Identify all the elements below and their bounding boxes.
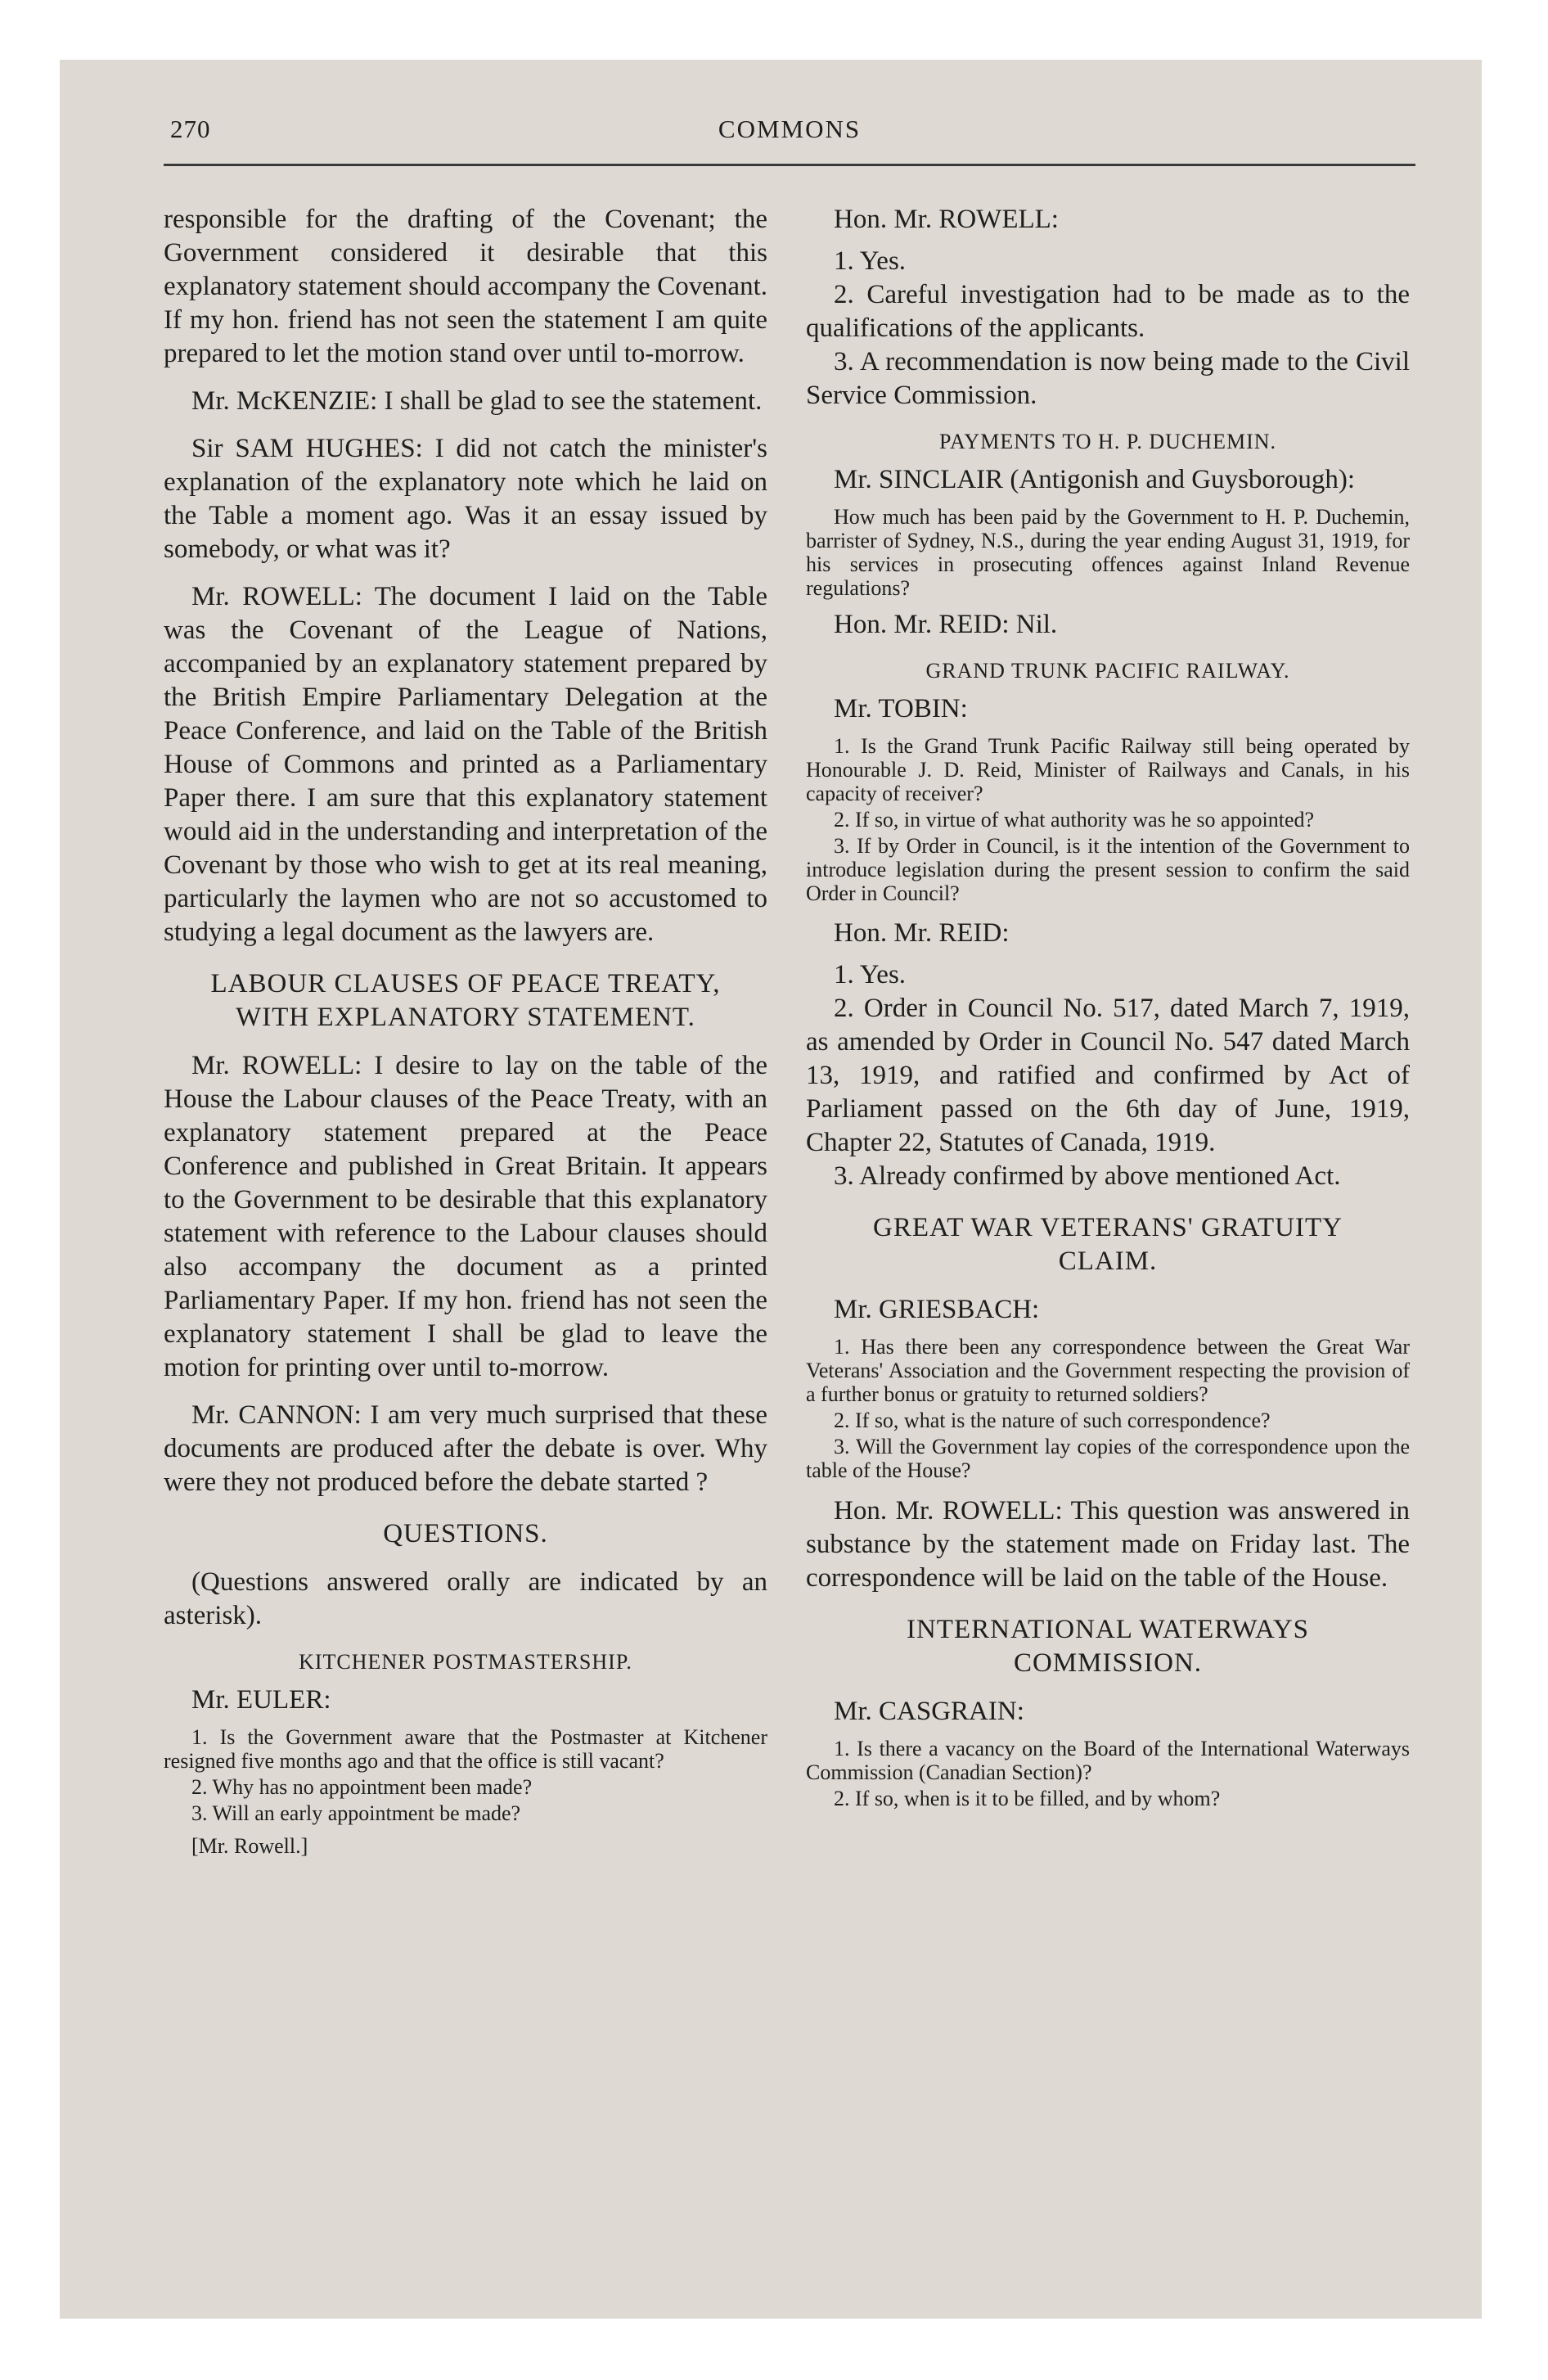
- question-item: 2. If so, in virtue of what authority was he so appointed?: [834, 808, 1315, 832]
- answer-item: 2. Careful investigation had to be made as to the qualifications of the applicants.: [806, 280, 1410, 343]
- section-heading: INTERNATIONAL WATERWAYS COMMISSION.: [906, 1615, 1310, 1678]
- section-heading: GREAT WAR VETERANS' GRATUITY CLAIM.: [873, 1213, 1343, 1276]
- header-rule: [164, 164, 1415, 166]
- question-item: 2. If so, what is the nature of such correspondence?: [834, 1409, 1271, 1432]
- answer-item: 1. Yes.: [834, 246, 907, 276]
- answer-item: 1. Yes.: [834, 960, 907, 989]
- paragraph: Sir SAM HUGHES: I did not catch the minister's explanation of the explanatory note which he laid on the Table a moment ago. Was it an essay issued by somebody, or what was it?: [164, 434, 767, 564]
- question-heading: GRAND TRUNK PACIFIC RAILWAY.: [925, 659, 1290, 683]
- answer-item: 2. Order in Council No. 517, dated March 7, 1919, as amended by Order in Council No. 547 dated March 13, 1919, and ratified and confirmed by Act of Parliament passed on the 6th day of June, 1919, Chapter 22, Statutes of Canada, 1919.: [806, 994, 1410, 1157]
- question-item: 3. If by Order in Council, is it the intention of the Government to introduce legislation during the present session to confirm the said Order in Council?: [806, 834, 1410, 905]
- question-item: 3. Will an early appointment be made?: [191, 1801, 521, 1825]
- answer-item: 3. A recommendation is now being made to the Civil Service Commission.: [806, 347, 1410, 410]
- paragraph: Hon. Mr. ROWELL: This question was answered in substance by the statement made on Friday last. The correspondence will be laid on the table of the House.: [806, 1496, 1410, 1593]
- page-header: [164, 115, 1415, 147]
- speaker-line: Mr. EULER:: [191, 1685, 331, 1715]
- question-item: How much has been paid by the Government to H. P. Duchemin, barrister of Sydney, N.S., during the year ending August 31, 1919, for his services in prosecuting offences against Inland Revenue regulations?: [806, 505, 1410, 600]
- right-column: [806, 203, 1410, 1813]
- spacer: [806, 1485, 1410, 1494]
- section-heading: QUESTIONS.: [383, 1519, 548, 1548]
- speaker-line: Hon. Mr. REID:: [834, 918, 1010, 948]
- question-heading: KITCHENER POSTMASTERSHIP.: [299, 1650, 632, 1674]
- speaker-line: Hon. Mr. REID: Nil.: [834, 610, 1058, 639]
- question-item: 2. If so, when is it to be filled, and by whom?: [834, 1787, 1221, 1810]
- paragraph: Mr. ROWELL: The document I laid on the Table was the Covenant of the League of Nations, accompanied by an explanatory statement prepared by the British Empire Parliamentary Delegation at the Peace Conference, and laid on the Table of the British House of Commons and printed as a Parliamentary Paper there. I am sure that this explanatory statement would aid in the understanding and interpretation of the Covenant by those who wish to get at its real meaning, particularly the laymen who are not so accustomed to studying a legal document as the lawyers are.: [164, 582, 767, 947]
- speaker-line: Hon. Mr. ROWELL:: [834, 205, 1059, 234]
- page-number: 270: [170, 115, 211, 143]
- paragraph: Mr. ROWELL: I desire to lay on the table of the House the Labour clauses of the Peace Treaty, with an explanatory statement prepared at the Peace Conference and published in Great Britain. It appears to the Government to be desirable that this explanatory statement with reference to the Labour clauses should also accompany the document as a printed Parliamentary Paper. If my hon. friend has not seen the explanatory statement I shall be glad to leave the motion for printing over until to-morrow.: [164, 1051, 767, 1382]
- speaker-line: Mr. GRIESBACH:: [834, 1295, 1040, 1324]
- question-item: 1. Is there a vacancy on the Board of the International Waterways Commission (Canadian Section)?: [806, 1737, 1410, 1784]
- section-heading: LABOUR CLAUSES OF PEACE TREATY, WITH EXPLANATORY STATEMENT.: [210, 969, 721, 1032]
- paragraph: Mr. CANNON: I am very much surprised that these documents are produced after the debate is over. Why were they not produced before the debate started ?: [164, 1400, 767, 1497]
- left-column: [164, 203, 767, 1859]
- speaker-line: Mr. CASGRAIN:: [834, 1697, 1024, 1726]
- question-heading: PAYMENTS TO H. P. DUCHEMIN.: [938, 430, 1277, 453]
- question-item: 2. Why has no appointment been made?: [191, 1775, 533, 1799]
- running-head: COMMONS: [718, 115, 862, 143]
- question-item: 1. Is the Grand Trunk Pacific Railway still being operated by Honourable J. D. Reid, Minister of Railways and Canals, in his capacity of receiver?: [806, 734, 1410, 805]
- speaker-line: Mr. SINCLAIR (Antigonish and Guysborough):: [834, 465, 1356, 494]
- question-item: 1. Is the Government aware that the Postmaster at Kitchener resigned five months ago and that the office is still vacant?: [164, 1725, 767, 1773]
- answer-item: 3. Already confirmed by above mentioned Act.: [834, 1161, 1341, 1191]
- question-item: 1. Has there been any correspondence between the Great War Veterans' Association and the Government respecting the provision of a further bonus or gratuity to returned soldiers?: [806, 1335, 1410, 1406]
- paragraph: (Questions answered orally are indicated by an asterisk).: [164, 1567, 767, 1630]
- paragraph: responsible for the drafting of the Covenant; the Government considered it desirable that this explanatory statement should accompany the Covenant. If my hon. friend has not seen the statement I am quite prepared to let the motion stand over until to-morrow.: [164, 205, 767, 368]
- speaker-line: Mr. TOBIN:: [834, 694, 968, 723]
- page-footer-reference: [Mr. Rowell.]: [191, 1834, 308, 1858]
- paragraph: Mr. McKENZIE: I shall be glad to see the statement.: [191, 386, 763, 416]
- question-item: 3. Will the Government lay copies of the correspondence upon the table of the House?: [806, 1435, 1410, 1482]
